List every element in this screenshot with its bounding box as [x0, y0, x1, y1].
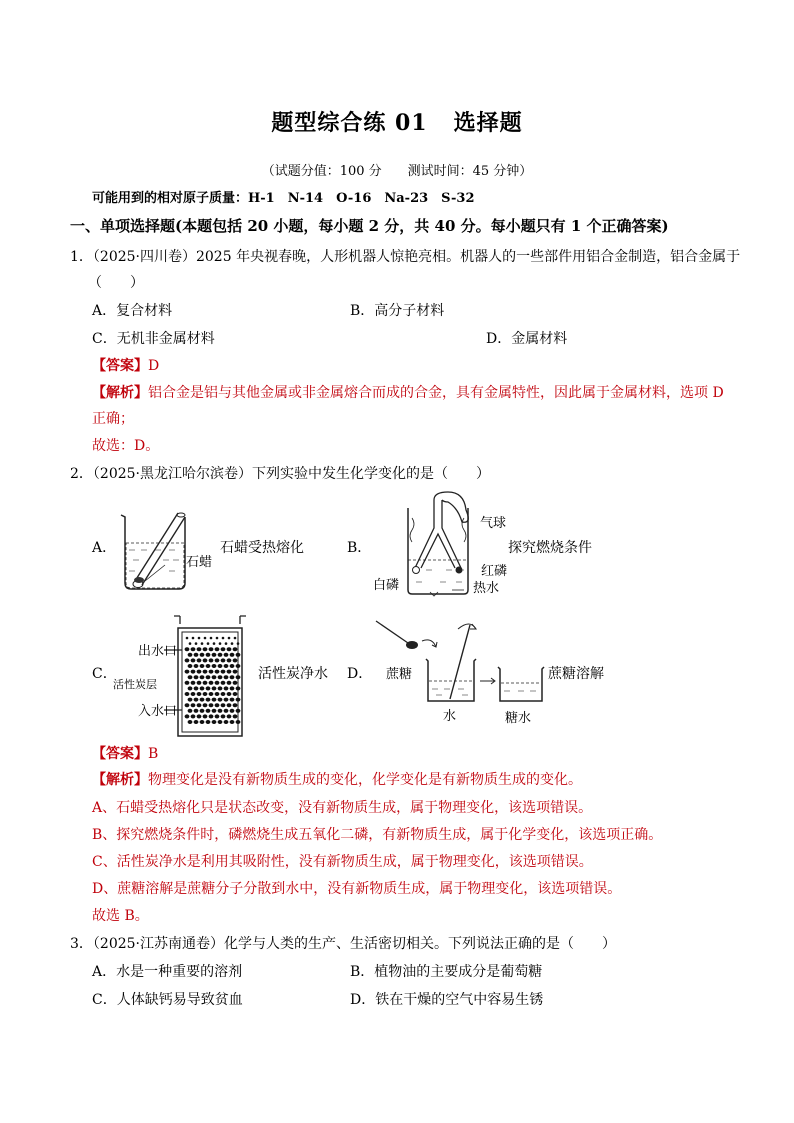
- q1-option-b: B．高分子材料: [350, 303, 445, 319]
- carbon-filter-figure: [160, 612, 260, 740]
- q3-option-c: C．人体缺钙易导致贫血: [92, 992, 243, 1008]
- section-heading: 一、单项选择题(本题包括 20 小题，每小题 2 分，共 40 分。每小题只有 1 个正确答案): [70, 217, 669, 235]
- sugar-dissolve-figure: [372, 615, 547, 705]
- q1-stem-line2: （ ）: [88, 275, 144, 291]
- q2-option-a-caption: 石蜡受热熔化: [220, 540, 304, 556]
- page-title: 题型综合练 01 选择题: [271, 110, 523, 136]
- q2-stem: 2．（2025·黑龙江哈尔滨卷）下列实验中发生化学变化的是（ ）: [70, 466, 490, 482]
- inlet-label: 入水口: [138, 704, 178, 719]
- q1-analysis-line2: 正确；: [92, 411, 134, 427]
- q2-analysis-b: B、探究燃烧条件时，磷燃烧生成五氧化二磷，有新物质生成，属于化学变化，该选项正确。: [92, 827, 663, 843]
- q2-analysis-a: A、石蜡受热熔化只是状态改变，没有新物质生成，属于物理变化，该选项错误。: [92, 800, 593, 816]
- sugar-label: 蔗糖: [386, 667, 413, 682]
- balloon-label: 气球: [480, 516, 507, 531]
- q2-option-d-letter: D．: [347, 666, 373, 682]
- q1-option-a: A．复合材料: [92, 303, 173, 319]
- paraffin-label: 石蜡: [186, 555, 213, 570]
- q3-stem: 3．（2025·江苏南通卷）化学与人类的生产、生活密切相关。下列说法正确的是（ ）: [70, 936, 616, 952]
- hot-water-label: 热水: [473, 581, 500, 596]
- q2-option-c-letter: C．: [92, 666, 117, 682]
- q1-option-c: C．无机非金属材料: [92, 331, 215, 347]
- q2-analysis-d: D、蔗糖溶解是蔗糖分子分散到水中，没有新物质生成，属于物理变化，该选项错误。: [92, 881, 622, 897]
- red-phosphorus-label: 红磷: [481, 564, 508, 579]
- carbon-layer-label: 活性炭层: [113, 678, 157, 691]
- q2-option-c-caption: 活性炭净水: [258, 666, 328, 682]
- q2-answer: 【答案】B: [92, 746, 159, 762]
- q3-option-d: D．铁在干燥的空气中容易生锈: [350, 992, 544, 1008]
- sugar-water-label: 糖水: [505, 711, 532, 726]
- q1-conclusion: 故选：D。: [92, 438, 160, 454]
- water-label: 水: [443, 709, 457, 724]
- q1-option-d: D．金属材料: [486, 331, 568, 347]
- q2-option-a-letter: A．: [92, 540, 117, 556]
- atomic-masses: 可能用到的相对原子质量：H-1 N-14 O-16 Na-23 S-32: [92, 191, 475, 206]
- q2-option-b-letter: B．: [347, 540, 372, 556]
- q1-answer: 【答案】D: [92, 358, 160, 374]
- q3-option-a: A．水是一种重要的溶剂: [92, 964, 243, 980]
- q2-option-b-caption: 探究燃烧条件: [508, 540, 592, 556]
- q3-option-b: B．植物油的主要成分是葡萄糖: [350, 964, 543, 980]
- q2-conclusion: 故选 B。: [92, 908, 149, 924]
- q2-analysis-c: C、活性炭净水是利用其吸附性，没有新物质生成，属于物理变化，该选项错误。: [92, 854, 593, 870]
- q2-option-d-caption: 蔗糖溶解: [548, 666, 604, 682]
- white-phosphorus-label: 白磷: [373, 578, 400, 593]
- exam-subtitle: （试题分值：100 分 测试时间：45 分钟）: [261, 164, 533, 179]
- paraffin-beaker-figure: [115, 495, 215, 595]
- outlet-label: 出水口: [138, 644, 178, 659]
- q1-stem-line1: 1．（2025·四川卷）2025 年央视春晚，人形机器人惊艳亮相。机器人的一些部件用铝合金制造，铝合金属于: [70, 249, 741, 265]
- q1-analysis-line1: 【解析】铝合金是铝与其他金属或非金属熔合而成的合金，具有金属特性，因此属于金属材料，选项 D: [92, 385, 724, 401]
- q2-analysis: 【解析】物理变化是没有新物质生成的变化，化学变化是有新物质生成的变化。: [92, 772, 582, 788]
